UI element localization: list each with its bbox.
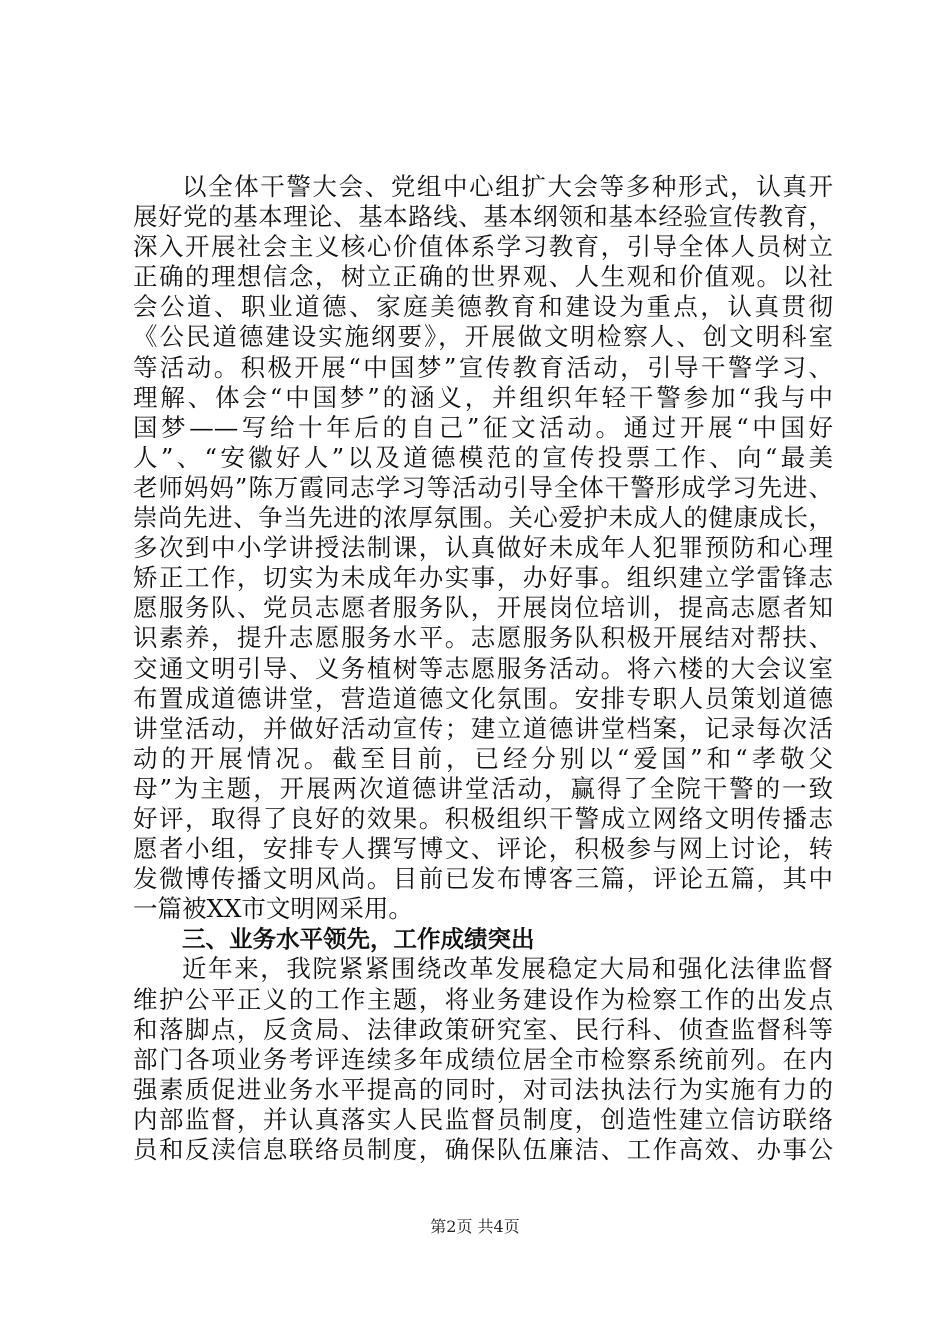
text-line: 以全体干警大会、党组中心组扩大会等多种形式，认真开 xyxy=(182,172,833,201)
text-line: 崇尚先进、争当先进的浓厚氛围。关心爱护未成人的健康成长， xyxy=(133,503,833,533)
paragraph-1 xyxy=(133,172,833,924)
page-footer xyxy=(0,1214,950,1237)
text-line: 愿者小组，安排专人撰写博文、评论，积极参与网上讨论，转 xyxy=(133,834,833,864)
text-line: 等活动。积极开展“中国梦”宣传教育活动，引导干警学习、 xyxy=(133,352,833,382)
text-line: 《公民道德建设实施纲要》，开展做文明检察人、创文明科室 xyxy=(133,322,833,352)
text-line: 布置成道德讲堂，营造道德文化氛围。安排专职人员策划道德 xyxy=(133,683,833,713)
text-line: 动的开展情况。截至目前，已经分别以“爱国”和“孝敬父 xyxy=(133,743,833,773)
paragraph-2 xyxy=(133,954,833,1165)
text-line: 内部监督，并认真落实人民监督员制度，创造性建立信访联络 xyxy=(133,1104,833,1134)
text-line: 母”为主题，开展两次道德讲堂活动，赢得了全院干警的一致 xyxy=(133,773,833,803)
text-line: 正确的理想信念，树立正确的世界观、人生观和价值观。以社 xyxy=(133,262,833,292)
text-line: 讲堂活动，并做好活动宣传；建立道德讲堂档案，记录每次活 xyxy=(133,713,833,743)
text-line: 发微博传播文明风尚。目前已发布博客三篇，评论五篇，其中 xyxy=(133,864,833,894)
text-line: 人”、“安徽好人”以及道德模范的宣传投票工作、向“最美 xyxy=(133,442,833,472)
text-line: 近年来，我院紧紧围绕改革发展稳定大局和强化法律监督 xyxy=(182,954,833,984)
text-line: 会公道、职业道德、家庭美德教育和建设为重点，认真贯彻 xyxy=(133,292,833,322)
section-heading: 三、业务水平领先，工作成绩突出 xyxy=(182,925,535,954)
text-line: 好评，取得了良好的效果。积极组织干警成立网络文明传播志 xyxy=(133,803,833,833)
text-line: 一篇被XX市文明网采用。 xyxy=(133,894,413,924)
text-line: 愿服务队、党员志愿者服务队，开展岗位培训，提高志愿者知 xyxy=(133,593,833,623)
text-line: 多次到中小学讲授法制课，认真做好未成年人犯罪预防和心理 xyxy=(133,533,833,563)
text-line: 部门各项业务考评连续多年成绩位居全市检察系统前列。在内 xyxy=(133,1044,833,1074)
text-line: 交通文明引导、义务植树等志愿服务活动。将六楼的大会议室 xyxy=(133,653,833,683)
document-body xyxy=(133,172,833,1165)
text-line: 维护公平正义的工作主题，将业务建设作为检察工作的出发点 xyxy=(133,984,833,1014)
text-line: 强素质促进业务水平提高的同时，对司法执法行为实施有力的 xyxy=(133,1074,833,1104)
text-line: 展好党的基本理论、基本路线、基本纲领和基本经验宣传教育， xyxy=(133,202,833,232)
text-line: 深入开展社会主义核心价值体系学习教育，引导全体人员树立 xyxy=(133,232,833,262)
text-line: 理解、体会“中国梦”的涵义，并组织年轻干警参加“我与中 xyxy=(133,382,833,412)
page-number: 第2页 共4页 xyxy=(430,1217,520,1236)
text-line: 矫正工作，切实为未成年办实事，办好事。组织建立学雷锋志 xyxy=(133,563,833,593)
text-line: 老师妈妈”陈万霞同志学习等活动引导全体干警形成学习先进、 xyxy=(133,472,833,502)
text-line: 识素养，提升志愿服务水平。志愿服务队积极开展结对帮扶、 xyxy=(133,623,833,653)
text-line: 员和反渎信息联络员制度，确保队伍廉洁、工作高效、办事公 xyxy=(133,1135,833,1164)
text-line: 和落脚点，反贪局、法律政策研究室、民行科、侦查监督科等 xyxy=(133,1014,833,1044)
text-line: 国梦——写给十年后的自己”征文活动。通过开展“中国好 xyxy=(133,412,833,442)
